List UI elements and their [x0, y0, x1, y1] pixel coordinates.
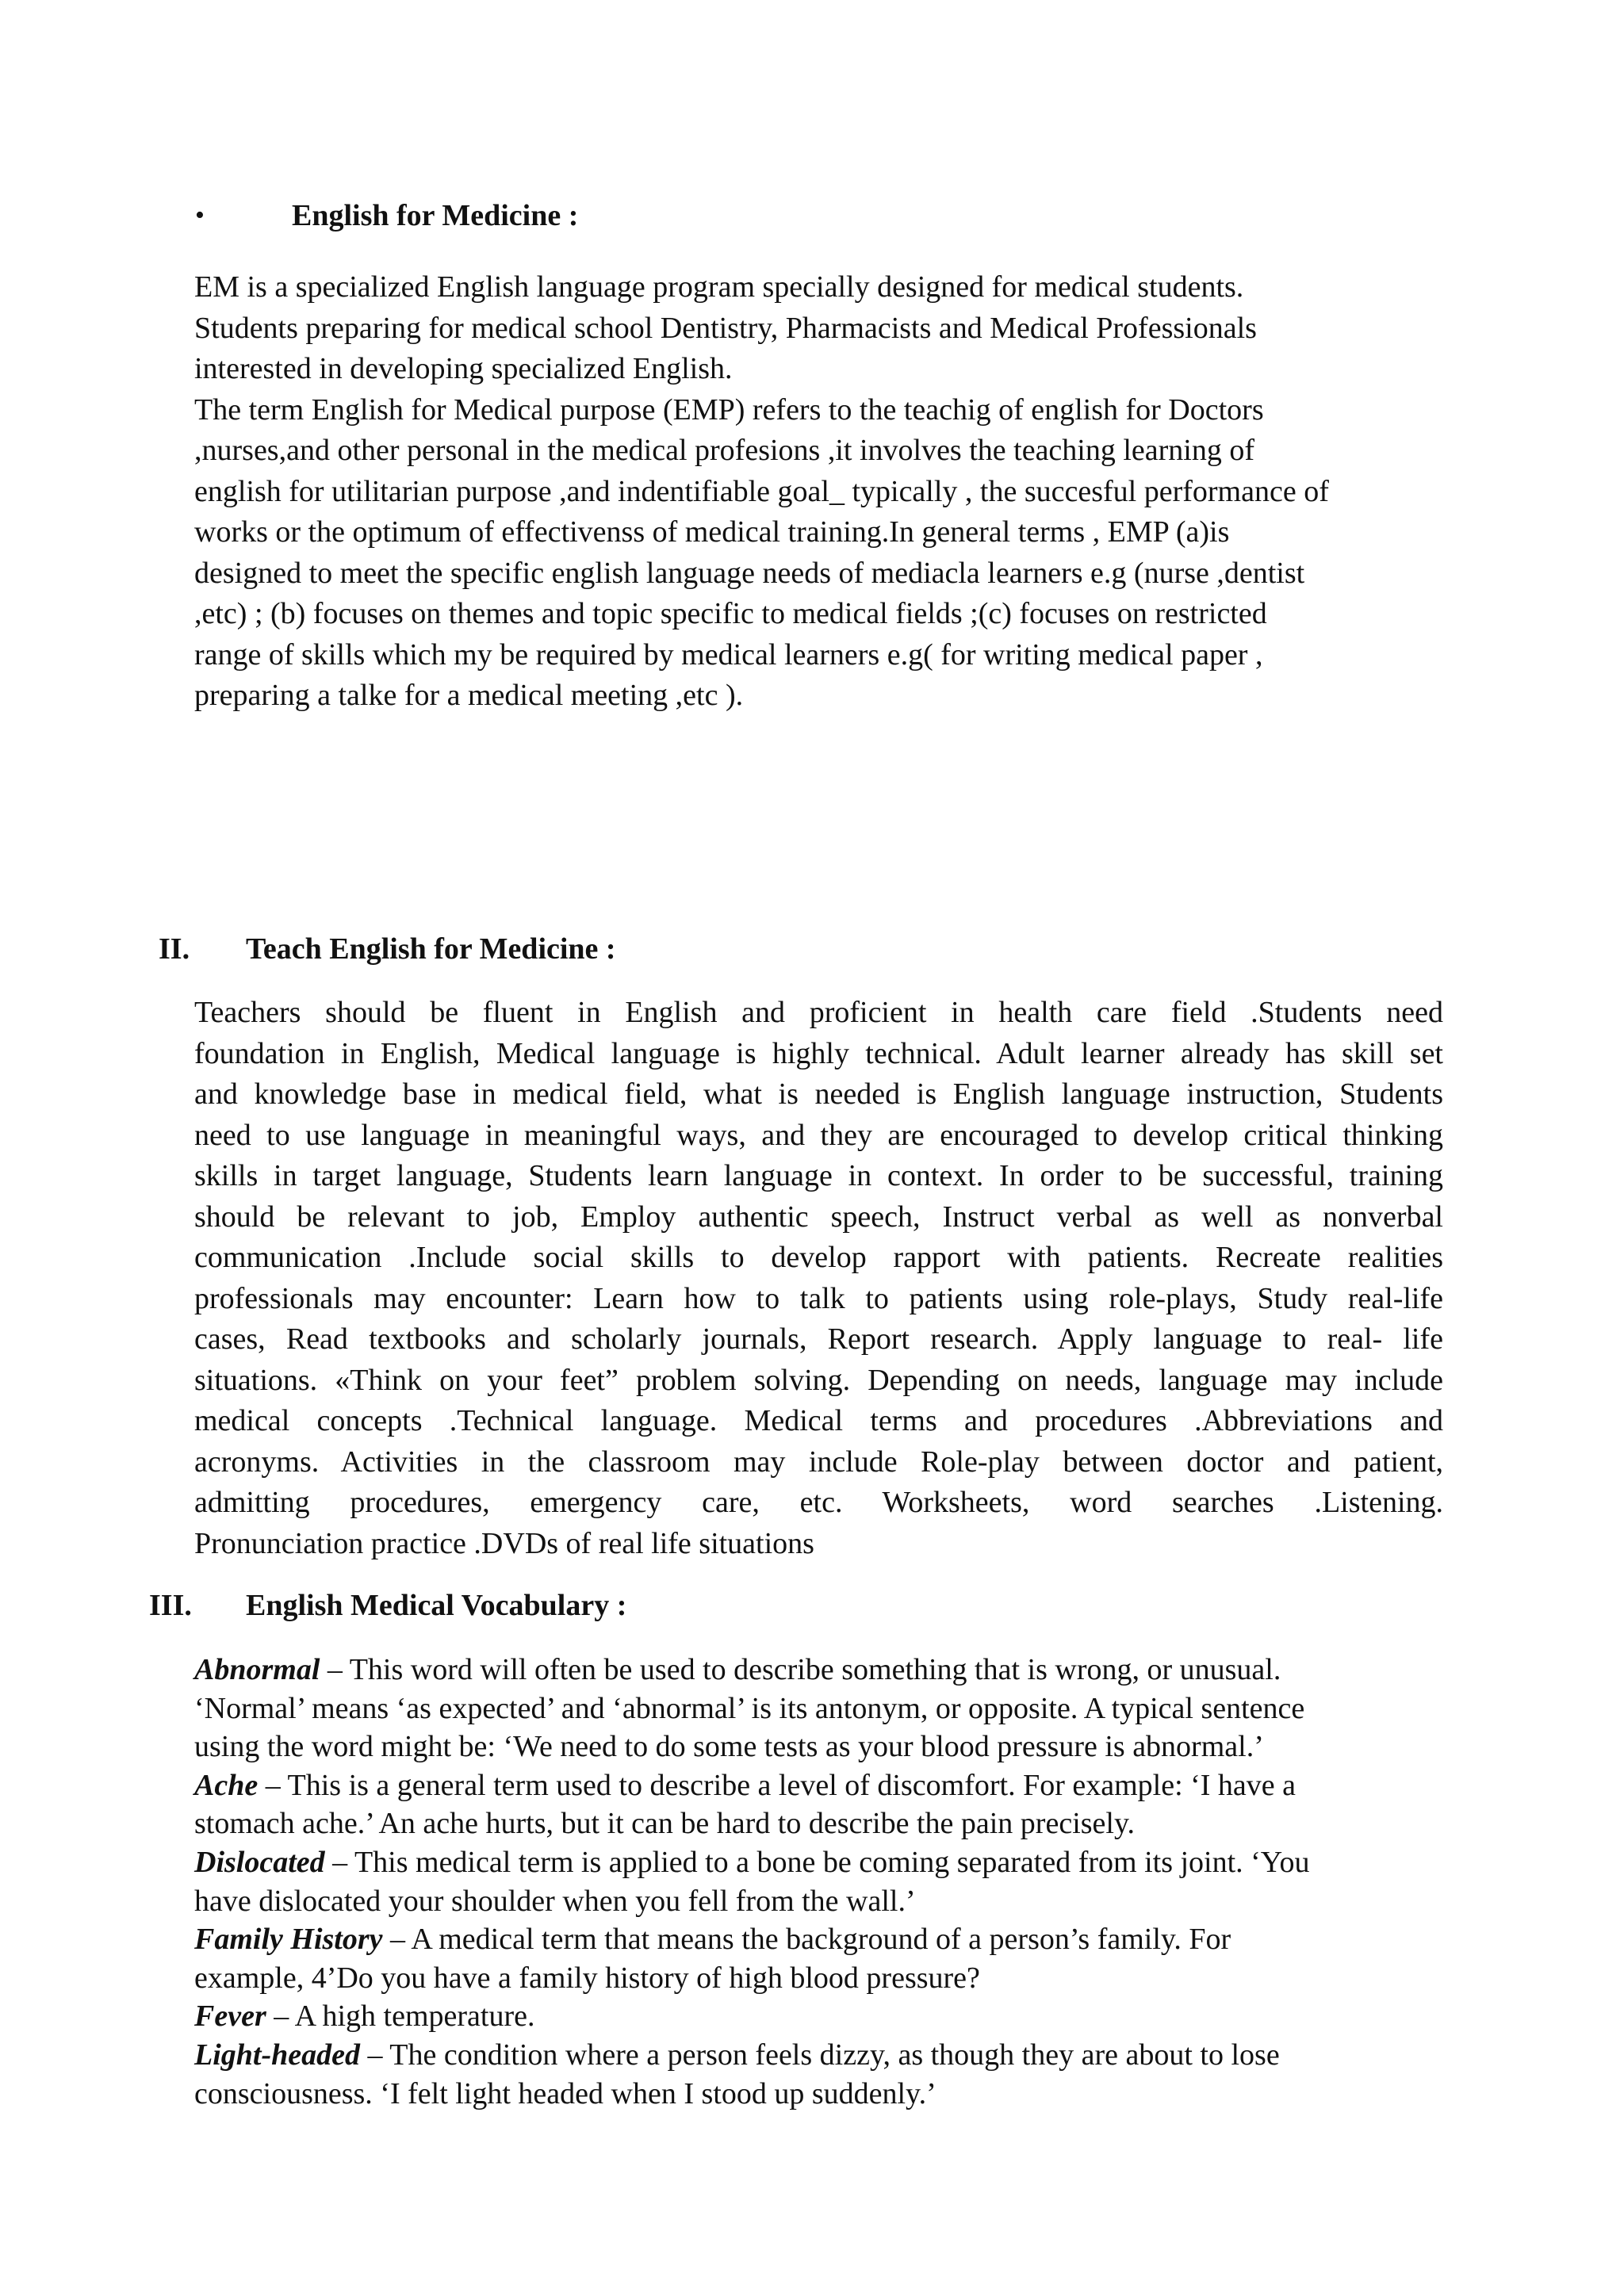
vocab-definition: – This medical term is applied to a bone be coming separated from its joint. ‘You	[324, 1845, 1310, 1879]
text-line: ,etc) ; (b) focuses on themes and topic specific to medical fields ;(c) focuses on restricted	[194, 597, 1267, 630]
text-line: range of skills which my be required by medical learners e.g( for writing medical paper ,	[194, 637, 1263, 672]
vocab-definition: – A medical term that means the background of a person’s family. For	[382, 1923, 1231, 1957]
vocab-definition-line: stomach ache.’ An ache hurts, but it can be hard to describe the pain precisely.	[194, 1807, 1135, 1841]
text-line: Students preparing for medical school Dentistry, Pharmacists and Medical Professionals	[194, 311, 1257, 345]
vocab-term: Dislocated	[194, 1845, 325, 1879]
vocab-term: Family History	[194, 1923, 383, 1957]
vocab-term: Abnormal	[194, 1653, 320, 1686]
vocab-entry-fever	[194, 1997, 1309, 2036]
text-line: communication .Include social skills to develop rapport with patients. Recreate realities	[194, 1241, 1443, 1274]
section2-paragraph	[194, 993, 1443, 1564]
text-line: and knowledge base in medical field, what is needed is English language instruction, Students	[194, 1077, 1443, 1111]
text-line: skills in target language, Students learn language in context. In order to be successful, training	[194, 1159, 1443, 1192]
vocabulary-list	[194, 1651, 1309, 2113]
section-number-ii: II.	[159, 932, 190, 966]
text-line: admitting procedures, emergency care, etc. Worksheets, word searches .Listening.	[194, 1486, 1443, 1519]
text-line: The term English for Medical purpose (EMP) refers to the teachig of english for Doctors	[194, 392, 1264, 427]
vocab-definition-line: ‘Normal’ means ‘as expected’ and ‘abnormal’ is its antonym, or opposite. A typical sentence	[194, 1691, 1305, 1725]
vocab-entry-ache	[194, 1766, 1309, 1805]
text-line: situations. «Think on your feet” problem solving. Depending on needs, language may include	[194, 1363, 1443, 1397]
vocab-entry-family-history	[194, 1920, 1309, 1959]
text-line: ,nurses,and other personal in the medical profesions ,it involves the teaching learning of	[194, 434, 1255, 467]
text-line: medical concepts .Technical language. Medical terms and procedures .Abbreviations and	[194, 1404, 1443, 1437]
vocab-definition: – This word will often be used to describe something that is wrong, or unusual.	[320, 1653, 1281, 1686]
text-line: Pronunciation practice .DVDs of real life situations	[194, 1526, 814, 1560]
vocab-term: Fever	[194, 1999, 266, 2034]
text-line: need to use language in meaningful ways, and they are encouraged to develop critical thinking	[194, 1118, 1443, 1152]
text-line: designed to meet the specific english language needs of mediacla learners e.g (nurse ,dentist	[194, 556, 1305, 590]
section-heading-medical-vocabulary: English Medical Vocabulary :	[246, 1589, 627, 1622]
text-line: preparing a talke for a medical meeting ,etc ).	[194, 679, 744, 712]
vocab-term: Ache	[194, 1768, 259, 1802]
text-line: foundation in English, Medical language is highly technical. Adult learner already has skill set	[194, 1036, 1443, 1070]
vocab-definition: – This is a general term used to describe a level of discomfort. For example: ‘I have a	[258, 1768, 1297, 1802]
vocab-definition-line: have dislocated your shoulder when you fell from the wall.’	[194, 1884, 916, 1918]
text-line: english for utilitarian purpose ,and indentifiable goal_ typically , the succesful performance of	[194, 474, 1329, 508]
section-heading-teach-english: Teach English for Medicine :	[246, 932, 616, 966]
text-line: professionals may encounter: Learn how to talk to patients using role-plays, Study real-life	[194, 1281, 1443, 1315]
bullet-icon: •	[195, 201, 205, 230]
vocab-definition: – The condition where a person feels dizzy, as though they are about to lose	[359, 2038, 1280, 2072]
vocab-entry-abnormal	[194, 1651, 1309, 1689]
vocab-term: Light-headed	[194, 2038, 360, 2072]
text-line: Teachers should be fluent in English and proficient in health care field .Students need	[194, 996, 1443, 1029]
vocab-definition-line: using the word might be: ‘We need to do some tests as your blood pressure is abnormal.’	[194, 1730, 1264, 1764]
vocab-definition-line: example, 4’Do you have a family history of high blood pressure?	[194, 1961, 980, 1995]
text-line: works or the optimum of effectivenss of medical training.In general terms , EMP (a)is	[194, 515, 1230, 549]
text-line: should be relevant to job, Employ authentic speech, Instruct verbal as well as nonverbal	[194, 1200, 1443, 1234]
text-line: cases, Read textbooks and scholarly journals, Report research. Apply language to real- life	[194, 1322, 1443, 1356]
vocab-entry-light-headed	[194, 2036, 1309, 2075]
text-line: interested in developing specialized English.	[194, 352, 733, 385]
vocab-entry-dislocated	[194, 1843, 1309, 1882]
section1-paragraph	[194, 267, 1329, 717]
text-line: acronyms. Activities in the classroom may include Role-play between doctor and patient,	[194, 1445, 1443, 1479]
text-line: EM is a specialized English language program specially designed for medical students.	[194, 270, 1244, 304]
section-number-iii: III.	[149, 1589, 192, 1622]
vocab-definition: – A high temperature.	[266, 1999, 535, 2034]
section-heading-english-for-medicine: English for Medicine :	[292, 199, 579, 232]
vocab-definition-line: consciousness. ‘I felt light headed when I stood up suddenly.’	[194, 2076, 936, 2110]
